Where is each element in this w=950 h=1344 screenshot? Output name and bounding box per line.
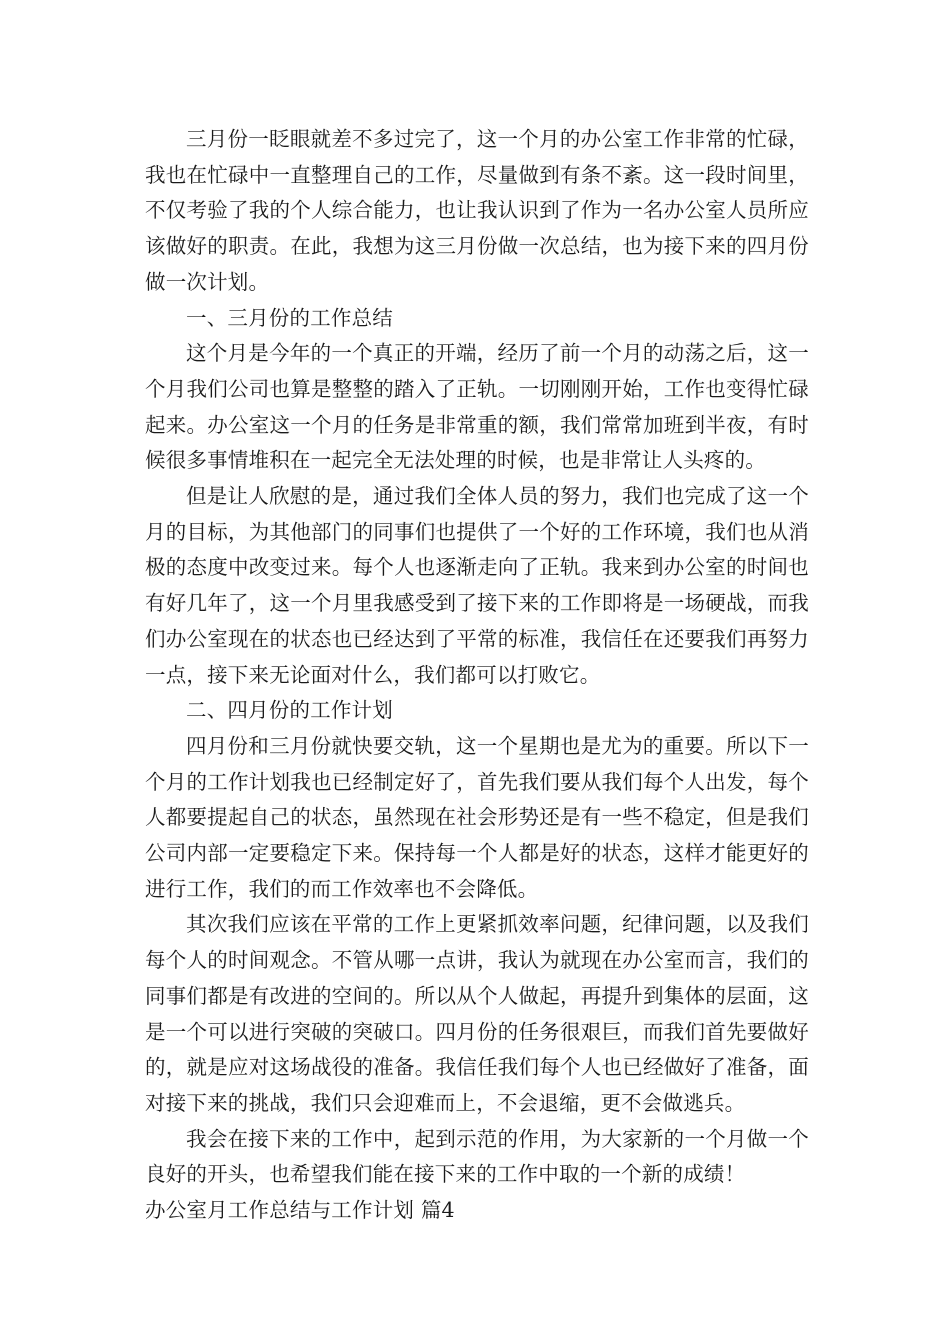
paragraph-april-plan: 四月份和三月份就快要交轨，这一个星期也是尤为的重要。所以下一个月的工作计划我也已经制定好了，首先我们要从我们每个人出发，每个人都要提起自己的状态，虽然现在社会形势还是有一些不稳定，但是我们公司内部一定要稳定下来。保持每一个人都是好的状态，这样才能更好的进行工作，我们的而工作效率也不会降低。 (145, 733, 809, 901)
article-title: 办公室月工作总结与工作计划 篇4 (145, 1198, 455, 1223)
paragraph-march-result: 但是让人欣慰的是，通过我们全体人员的努力，我们也完成了这一个月的目标，为其他部门的同事们也提供了一个好的工作环境，我们也从消极的态度中改变过来。每个人也逐渐走向了正轨。我来到办公室的时间也有好几年了，这一个月里我感受到了接下来的工作即将是一场硬战，而我们办公室现在的状态也已经达到了平常的标准，我信任在还要我们再努力一点，接下来无论面对什么，我们都可以打败它。 (145, 484, 809, 687)
section-heading-april-plan: 二、四月份的工作计划 (186, 698, 393, 723)
paragraph-march-start: 这个月是今年的一个真正的开端，经历了前一个月的动荡之后，这一个月我们公司也算是整整的踏入了正轨。一切刚刚开始，工作也变得忙碌起来。办公室这一个月的任务是非常重的额，我们常常加班到半夜，有时候很多事情堆积在一起完全无法处理的时候，也是非常让人头疼的。 (145, 341, 809, 473)
paragraph-closing: 我会在接下来的工作中，起到示范的作用，为大家新的一个月做一个良好的开头，也希望我们能在接下来的工作中取的一个新的成绩！ (145, 1126, 809, 1187)
section-heading-march-summary: 一、三月份的工作总结 (186, 305, 393, 330)
paragraph-efficiency: 其次我们应该在平常的工作上更紧抓效率问题，纪律问题，以及我们每个人的时间观念。不管从哪一点讲，我认为就现在办公室而言，我们的同事们都是有改进的空间的。所以从个人做起，再提升到集体的层面，这是一个可以进行突破的突破口。四月份的任务很艰巨，而我们首先要做好的，就是应对这场战役的准备。我信任我们每个人也已经做好了准备，面对接下来的挑战，我们只会迎难而上，不会退缩，更不会做逃兵。 (145, 912, 809, 1115)
document-body (145, 122, 809, 1229)
paragraph-intro: 三月份一眨眼就差不多过完了，这一个月的办公室工作非常的忙碌，我也在忙碌中一直整理自己的工作，尽量做到有条不紊。这一段时间里，不仅考验了我的个人综合能力，也让我认识到了作为一名办公室人员所应该做好的职责。在此，我想为这三月份做一次总结，也为接下来的四月份做一次计划。 (145, 127, 809, 294)
